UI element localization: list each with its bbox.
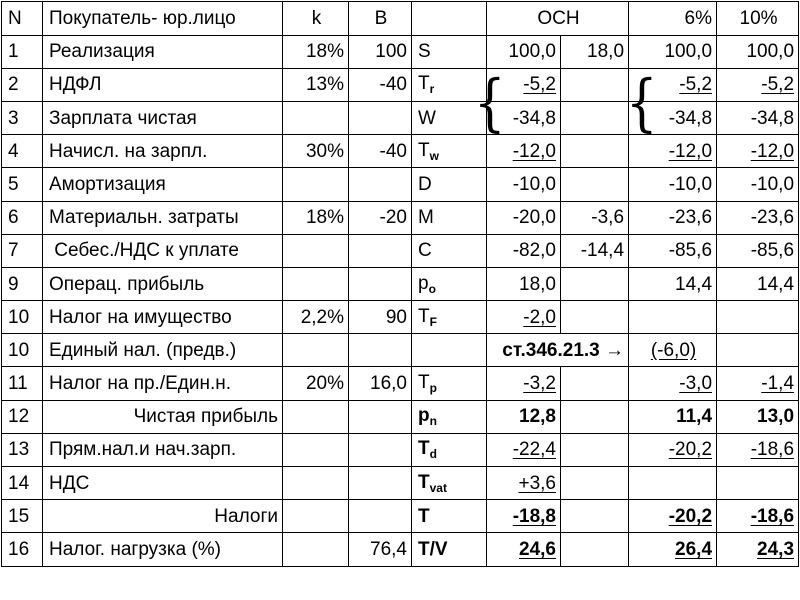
table-row <box>2 301 799 334</box>
row-label: НДФЛ <box>43 68 283 101</box>
table-row <box>2 168 799 201</box>
row-osn: -5,2 <box>487 68 561 101</box>
row-6pct: -34,8 <box>629 101 717 134</box>
row-rate <box>283 334 349 367</box>
header-name: Покупатель- юр.лицо <box>43 2 283 36</box>
row-osn: -12,0 <box>487 135 561 168</box>
row-rate <box>283 267 349 300</box>
row-osn-vat <box>561 135 629 168</box>
row-label: Реализация <box>43 35 283 68</box>
row-symbol: M <box>412 201 487 234</box>
row-osn: 100,0 <box>487 35 561 68</box>
row-6pct: (-6,0) <box>629 334 717 367</box>
row-6pct <box>629 467 717 500</box>
row-10pct: -23,6 <box>717 201 799 234</box>
row-6pct: 100,0 <box>629 35 717 68</box>
row-osn-vat: -3,6 <box>561 201 629 234</box>
row-osn: -20,0 <box>487 201 561 234</box>
row-10pct: 14,4 <box>717 267 799 300</box>
table-row <box>2 234 799 267</box>
table-row <box>2 533 799 566</box>
row-symbol: $T_w$ <box>412 135 487 168</box>
row-base <box>349 400 412 433</box>
row-base: 90 <box>349 301 412 334</box>
row-6pct: -5,2 <box>629 68 717 101</box>
row-6pct: 26,4 <box>629 533 717 566</box>
row-symbol: C <box>412 234 487 267</box>
row-base: 16,0 <box>349 367 412 400</box>
grouping-brace-osn: { <box>473 66 506 139</box>
row-base <box>349 433 412 466</box>
row-osn-vat <box>561 168 629 201</box>
row-number: 13 <box>2 433 43 466</box>
row-osn-vat: -14,4 <box>561 234 629 267</box>
row-10pct: -10,0 <box>717 168 799 201</box>
table-row <box>2 68 799 101</box>
row-osn-vat <box>561 500 629 533</box>
row-10pct: 100,0 <box>717 35 799 68</box>
row-symbol: $T_F$ <box>412 301 487 334</box>
header-sym <box>412 2 487 36</box>
row-number: 14 <box>2 467 43 500</box>
row-base: -40 <box>349 135 412 168</box>
header-10pct: 10% <box>717 2 799 36</box>
row-rate <box>283 234 349 267</box>
row-rate <box>283 433 349 466</box>
row-base <box>349 168 412 201</box>
row-rate: 20% <box>283 367 349 400</box>
row-6pct: -3,0 <box>629 367 717 400</box>
row-base <box>349 500 412 533</box>
row-rate <box>283 101 349 134</box>
row-6pct: 14,4 <box>629 267 717 300</box>
table-row <box>2 433 799 466</box>
row-10pct: -5,2 <box>717 68 799 101</box>
row-symbol: D <box>412 168 487 201</box>
row-osn: +3,6 <box>487 467 561 500</box>
row-6pct <box>629 301 717 334</box>
row-symbol: $p_n$ <box>412 400 487 433</box>
table-row <box>2 467 799 500</box>
row-10pct <box>717 334 799 367</box>
row-number: 10 <box>2 301 43 334</box>
row-label: Единый нал. (предв.) <box>43 334 283 367</box>
row-osn: -22,4 <box>487 433 561 466</box>
row-osn-vat <box>561 467 629 500</box>
row-symbol: S <box>412 35 487 68</box>
row-osn-vat <box>561 267 629 300</box>
row-10pct: -34,8 <box>717 101 799 134</box>
row-6pct: -20,2 <box>629 433 717 466</box>
row-6pct: -20,2 <box>629 500 717 533</box>
row-label: Налог на пр./Един.н. <box>43 367 283 400</box>
table-row <box>2 35 799 68</box>
row-label: Чистая прибыль <box>43 400 283 433</box>
header-6pct: 6% <box>629 2 717 36</box>
row-6pct: 11,4 <box>629 400 717 433</box>
row-number: 10 <box>2 334 43 367</box>
row-symbol <box>412 334 487 367</box>
row-osn: -18,8 <box>487 500 561 533</box>
row-base <box>349 234 412 267</box>
row-osn: -34,8 <box>487 101 561 134</box>
legal-reference-note: ст.346.21.3 → <box>487 334 629 367</box>
row-rate <box>283 168 349 201</box>
row-base <box>349 101 412 134</box>
row-6pct: -23,6 <box>629 201 717 234</box>
row-rate <box>283 400 349 433</box>
row-base <box>349 267 412 300</box>
row-10pct: 24,3 <box>717 533 799 566</box>
row-osn-vat <box>561 433 629 466</box>
row-label: Налог на имущество <box>43 301 283 334</box>
row-base: -20 <box>349 201 412 234</box>
row-osn: -82,0 <box>487 234 561 267</box>
header-osn: ОСН <box>487 2 629 36</box>
row-symbol: $T_p$ <box>412 367 487 400</box>
row-symbol: $p_o$ <box>412 267 487 300</box>
row-osn: -2,0 <box>487 301 561 334</box>
row-number: 2 <box>2 68 43 101</box>
table-row <box>2 135 799 168</box>
row-10pct: -12,0 <box>717 135 799 168</box>
row-osn-vat <box>561 533 629 566</box>
row-symbol: T/V <box>412 533 487 566</box>
row-rate: 30% <box>283 135 349 168</box>
row-label: Налог. нагрузка (%) <box>43 533 283 566</box>
row-number: 15 <box>2 500 43 533</box>
row-number: 12 <box>2 400 43 433</box>
row-symbol: $T_r$ <box>412 68 487 101</box>
row-number: 5 <box>2 168 43 201</box>
row-label: Себес./НДС к уплате <box>43 234 283 267</box>
row-osn-vat <box>561 101 629 134</box>
tax-comparison-table <box>1 1 799 567</box>
row-base: 100 <box>349 35 412 68</box>
row-osn-vat <box>561 68 629 101</box>
row-label: Начисл. на зарпл. <box>43 135 283 168</box>
header-row <box>2 2 799 36</box>
row-osn: 12,8 <box>487 400 561 433</box>
row-rate: 18% <box>283 35 349 68</box>
table-row <box>2 201 799 234</box>
row-symbol: W <box>412 101 487 134</box>
row-10pct: -1,4 <box>717 367 799 400</box>
row-6pct: -10,0 <box>629 168 717 201</box>
row-osn: -3,2 <box>487 367 561 400</box>
row-6pct: -85,6 <box>629 234 717 267</box>
row-rate <box>283 533 349 566</box>
row-10pct <box>717 301 799 334</box>
row-number: 3 <box>2 101 43 134</box>
row-base: 76,4 <box>349 533 412 566</box>
row-symbol: T <box>412 500 487 533</box>
table-row <box>2 101 799 134</box>
row-rate: 2,2% <box>283 301 349 334</box>
header-k: k <box>283 2 349 36</box>
row-osn-vat <box>561 367 629 400</box>
header-b: B <box>349 2 412 36</box>
row-osn-vat <box>561 301 629 334</box>
row-label: Прям.нал.и нач.зарп. <box>43 433 283 466</box>
row-rate: 18% <box>283 201 349 234</box>
table-row <box>2 400 799 433</box>
row-label: НДС <box>43 467 283 500</box>
table-row <box>2 334 799 367</box>
row-10pct: -18,6 <box>717 500 799 533</box>
row-10pct: -18,6 <box>717 433 799 466</box>
table-row <box>2 267 799 300</box>
row-label: Амортизация <box>43 168 283 201</box>
row-10pct: -85,6 <box>717 234 799 267</box>
row-6pct: -12,0 <box>629 135 717 168</box>
row-number: 6 <box>2 201 43 234</box>
header-n: N <box>2 2 43 36</box>
row-osn-vat <box>561 400 629 433</box>
row-number: 9 <box>2 267 43 300</box>
table-row <box>2 500 799 533</box>
row-symbol: $T_{vat}$ <box>412 467 487 500</box>
row-number: 1 <box>2 35 43 68</box>
row-osn: -10,0 <box>487 168 561 201</box>
row-osn-vat: 18,0 <box>561 35 629 68</box>
row-osn: 24,6 <box>487 533 561 566</box>
row-label: Налоги <box>43 500 283 533</box>
row-osn: 18,0 <box>487 267 561 300</box>
row-rate <box>283 500 349 533</box>
row-base <box>349 334 412 367</box>
row-rate <box>283 467 349 500</box>
row-symbol: $T_d$ <box>412 433 487 466</box>
row-number: 4 <box>2 135 43 168</box>
grouping-brace-6pct: { <box>625 66 658 139</box>
row-base: -40 <box>349 68 412 101</box>
row-10pct: 13,0 <box>717 400 799 433</box>
row-label: Материальн. затраты <box>43 201 283 234</box>
row-base <box>349 467 412 500</box>
row-number: 11 <box>2 367 43 400</box>
row-number: 16 <box>2 533 43 566</box>
table-row <box>2 367 799 400</box>
row-label: Зарплата чистая <box>43 101 283 134</box>
row-number: 7 <box>2 234 43 267</box>
row-label: Операц. прибыль <box>43 267 283 300</box>
row-10pct <box>717 467 799 500</box>
row-rate: 13% <box>283 68 349 101</box>
